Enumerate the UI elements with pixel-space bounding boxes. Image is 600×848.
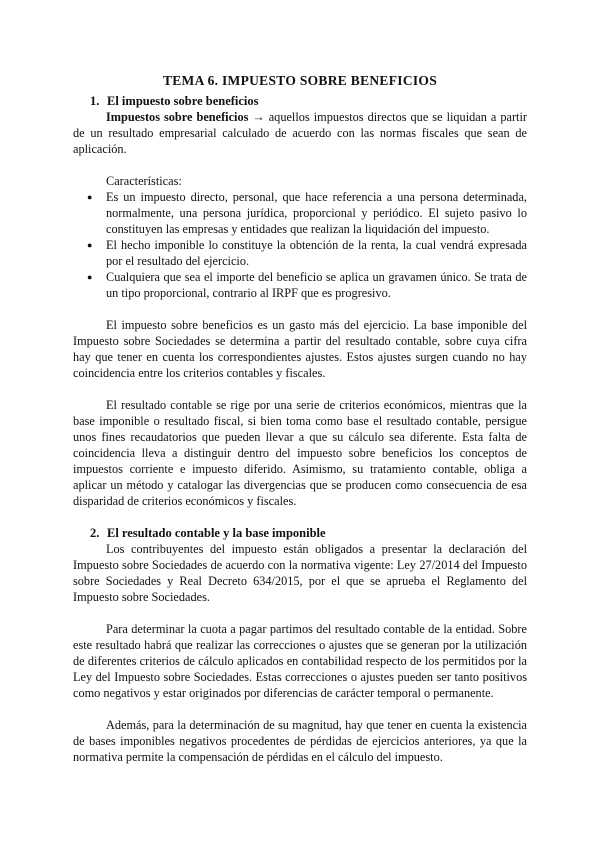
characteristics-label: Características: [106,174,182,188]
paragraph: El resultado contable se rige por una serie de criterios económicos, mientras que la base imponible o resultado fiscal, si bien toma como base el resultado contable, persigue unos fines recaudatorios que pueden llevar a que su cálculo sea diferente. Esta falta de coincidencia lleva a distinguir dentro del impuesto sobre beneficios los conceptos de impuestos corriente e impuesto diferido. Asimismo, su tratamiento contable, obliga a aplicar un método y catalogar las divergencias que se producen como consecuencia de esa disparidad de criterios económicos y fiscales. [73,398,527,508]
section-2-title: El resultado contable y la base imponible [107,526,326,540]
list-item: ● Es un impuesto directo, personal, que hace referencia a una persona determinada, normalmente, una persona jurídica, proporcional y periódico. El sujeto pasivo lo constituyen las empresas y entidades que realizan la liquidación del impuesto. [73,189,527,237]
list-item: ● El hecho imponible lo constituye la obtención de la renta, la cual vendrá expresada por el resultado del ejercicio. [73,237,527,269]
characteristics-list [73,189,527,301]
section-1-number: 1. [90,94,100,108]
paragraph: Los contribuyentes del impuesto están obligados a presentar la declaración del Impuesto sobre Sociedades de acuerdo con la normativa vigente: Ley 27/2014 del Impuesto sobre Sociedades y Real Decreto 634/2015, por el que se aprueba el Reglamento del Impuesto sobre Sociedades. [73,542,527,604]
section-2-heading [73,525,527,541]
section-1-title: El impuesto sobre beneficios [107,94,259,108]
paragraph: Además, para la determinación de su magnitud, hay que tener en cuenta la existencia de bases imponibles negativos procedentes de pérdidas de ejercicios anteriores, ya que la normativa permite la compensación de pérdidas en el cálculo del impuesto. [73,718,527,764]
definition-term: Impuestos sobre beneficios [106,110,249,124]
paragraph: Para determinar la cuota a pagar partimos del resultado contable de la entidad. Sobre este resultado habrá que realizar las correcciones o ajustes que se generan por la utilización de diferentes criterios de cálculo aplicados en contabilidad respecto de los permitidos por la Ley del Impuesto sobre Sociedades. Estas correcciones o ajustes pueden ser tanto positivos como negativos y estar originados por diferencias de carácter temporal o permanente. [73,622,527,700]
paragraph: El impuesto sobre beneficios es un gasto más del ejercicio. La base imponible del Impuesto sobre Sociedades se determina a partir del resultado contable, sobre cuya cifra hay que tener en cuenta los correspondientes ajustes. Estos ajustes surgen cuando no hay coincidencia entre los criterios contables y fiscales. [73,318,527,380]
definition-text: → aquellos impuestos directos que se liquidan a partir de un resultado empresarial calculado de acuerdo con las normas fiscales que sean de aplicación. [73,110,527,156]
page-title: TEMA 6. IMPUESTO SOBRE BENEFICIOS [162,73,438,88]
section-2-number: 2. [90,526,100,540]
section-1-heading [73,93,527,109]
list-item: ● Cualquiera que sea el importe del beneficio se aplica un gravamen único. Se trata de un tipo proporcional, contrario al IRPF que es progresivo. [73,269,527,301]
definition-paragraph [73,109,527,157]
